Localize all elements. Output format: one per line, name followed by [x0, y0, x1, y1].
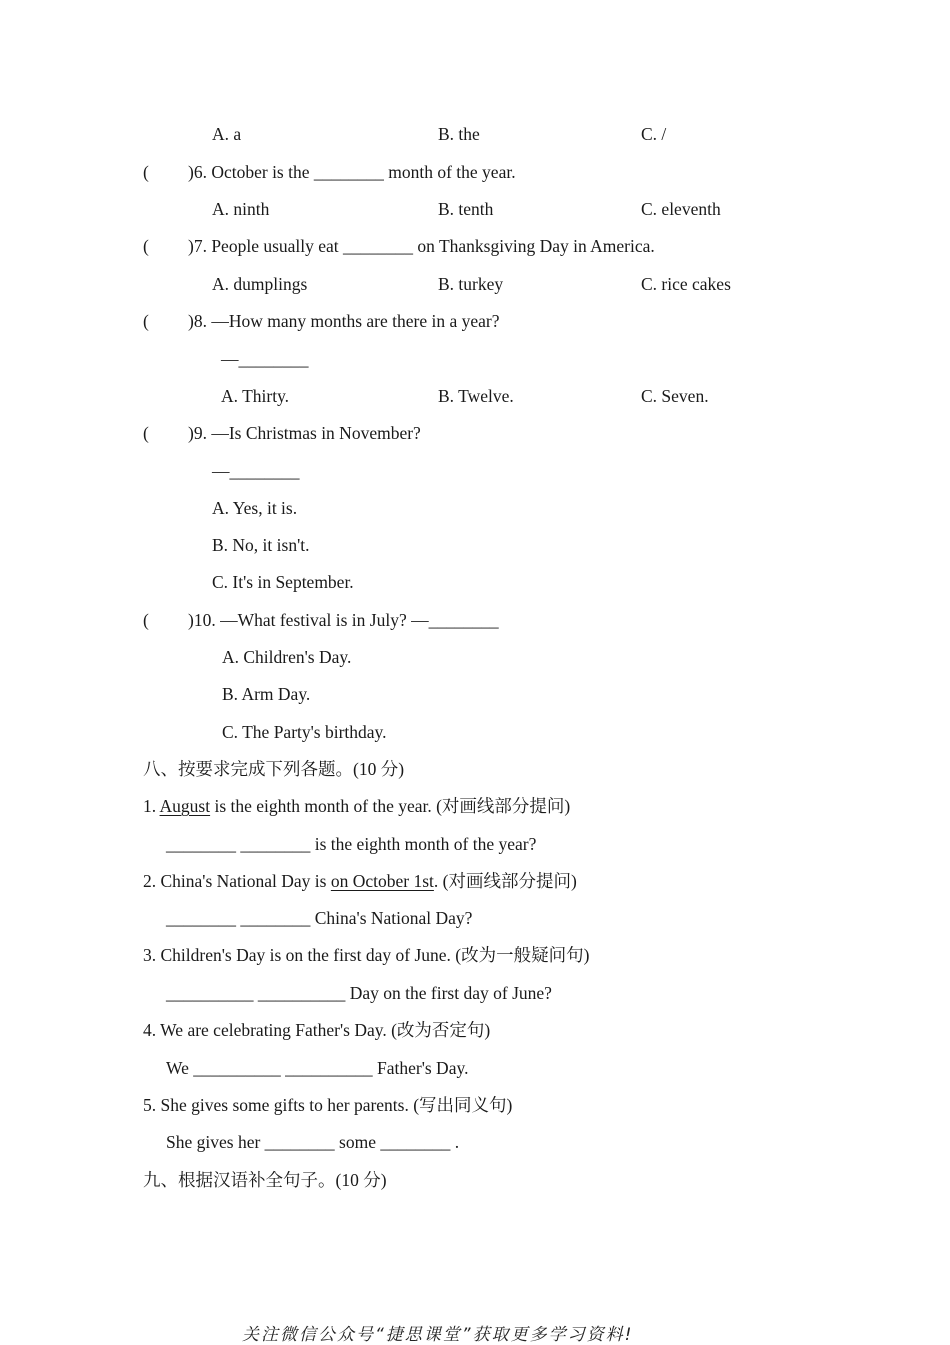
- section-9-title: 九、根据汉语补全句子。(10 分): [143, 1170, 387, 1190]
- q7-paren: (: [143, 236, 149, 256]
- s8-item-1-underlined: August: [159, 796, 211, 816]
- q8-option-a: A. Thirty.: [221, 386, 290, 406]
- q9-paren: (: [143, 423, 149, 443]
- q9-answer-line: —________: [212, 461, 300, 481]
- q7-option-a: A. dumplings: [212, 274, 308, 294]
- s8-item-5-answer: She gives her ________ some ________ .: [166, 1132, 460, 1152]
- q5-option-b: B. the: [438, 124, 480, 144]
- q7-option-c: C. rice cakes: [641, 274, 731, 294]
- s8-item-3-answer: __________ __________ Day on the first day of June?: [166, 983, 552, 1003]
- q9-option-c: C. It's in September.: [212, 572, 354, 592]
- q6-option-a: A. ninth: [212, 199, 270, 219]
- q8-stem: )8. —How many months are there in a year?: [188, 311, 500, 331]
- q6-option-c: C. eleventh: [641, 199, 721, 219]
- s8-item-1-pre: 1.: [143, 796, 160, 816]
- s8-item-1: [143, 795, 570, 817]
- s8-item-5: 5. She gives some gifts to her parents. (写出同义句): [143, 1095, 513, 1115]
- q7-stem: )7. People usually eat ________ on Thanksgiving Day in America.: [188, 236, 655, 256]
- s8-item-1-answer: ________ ________ is the eighth month of the year?: [166, 834, 537, 854]
- q6-option-b: B. tenth: [438, 199, 494, 219]
- section-8-title: 八、按要求完成下列各题。(10 分): [143, 759, 405, 779]
- q9-option-a: A. Yes, it is.: [212, 498, 298, 518]
- s8-item-2-pre: 2. China's National Day is: [143, 871, 331, 891]
- q10-stem: )10. —What festival is in July? —________: [188, 610, 499, 630]
- s8-item-3: 3. Children's Day is on the first day of June. (改为一般疑问句): [143, 945, 590, 965]
- footer-note: 关注微信公众号“捷思课堂”获取更多学习资料!: [242, 1325, 634, 1345]
- q10-option-b: B. Arm Day.: [222, 684, 311, 704]
- q8-answer-line: —________: [221, 349, 309, 369]
- q10-option-c: C. The Party's birthday.: [222, 722, 387, 742]
- q9-option-b: B. No, it isn't.: [212, 535, 310, 555]
- q5-option-c: C. /: [641, 124, 667, 144]
- q7-option-b: B. turkey: [438, 274, 504, 294]
- q10-paren: (: [143, 610, 149, 630]
- s8-item-2-answer: ________ ________ China's National Day?: [166, 908, 473, 928]
- q8-option-c: C. Seven.: [641, 386, 709, 406]
- s8-item-4: 4. We are celebrating Father's Day. (改为否定句): [143, 1020, 491, 1040]
- q6-stem: )6. October is the ________ month of the year.: [188, 162, 516, 182]
- q5-option-a: A. a: [212, 124, 242, 144]
- s8-item-2-underlined: on October 1st: [330, 871, 434, 891]
- s8-item-1-post: is the eighth month of the year. (对画线部分提问): [210, 796, 571, 816]
- s8-item-2: [143, 870, 577, 892]
- s8-item-2-post: . (对画线部分提问): [433, 871, 577, 891]
- q8-option-b: B. Twelve.: [438, 386, 514, 406]
- s8-item-4-answer: We __________ __________ Father's Day.: [166, 1058, 469, 1078]
- q8-paren: (: [143, 311, 149, 331]
- q10-option-a: A. Children's Day.: [222, 647, 352, 667]
- q9-stem: )9. —Is Christmas in November?: [188, 423, 421, 443]
- q6-paren: (: [143, 162, 149, 182]
